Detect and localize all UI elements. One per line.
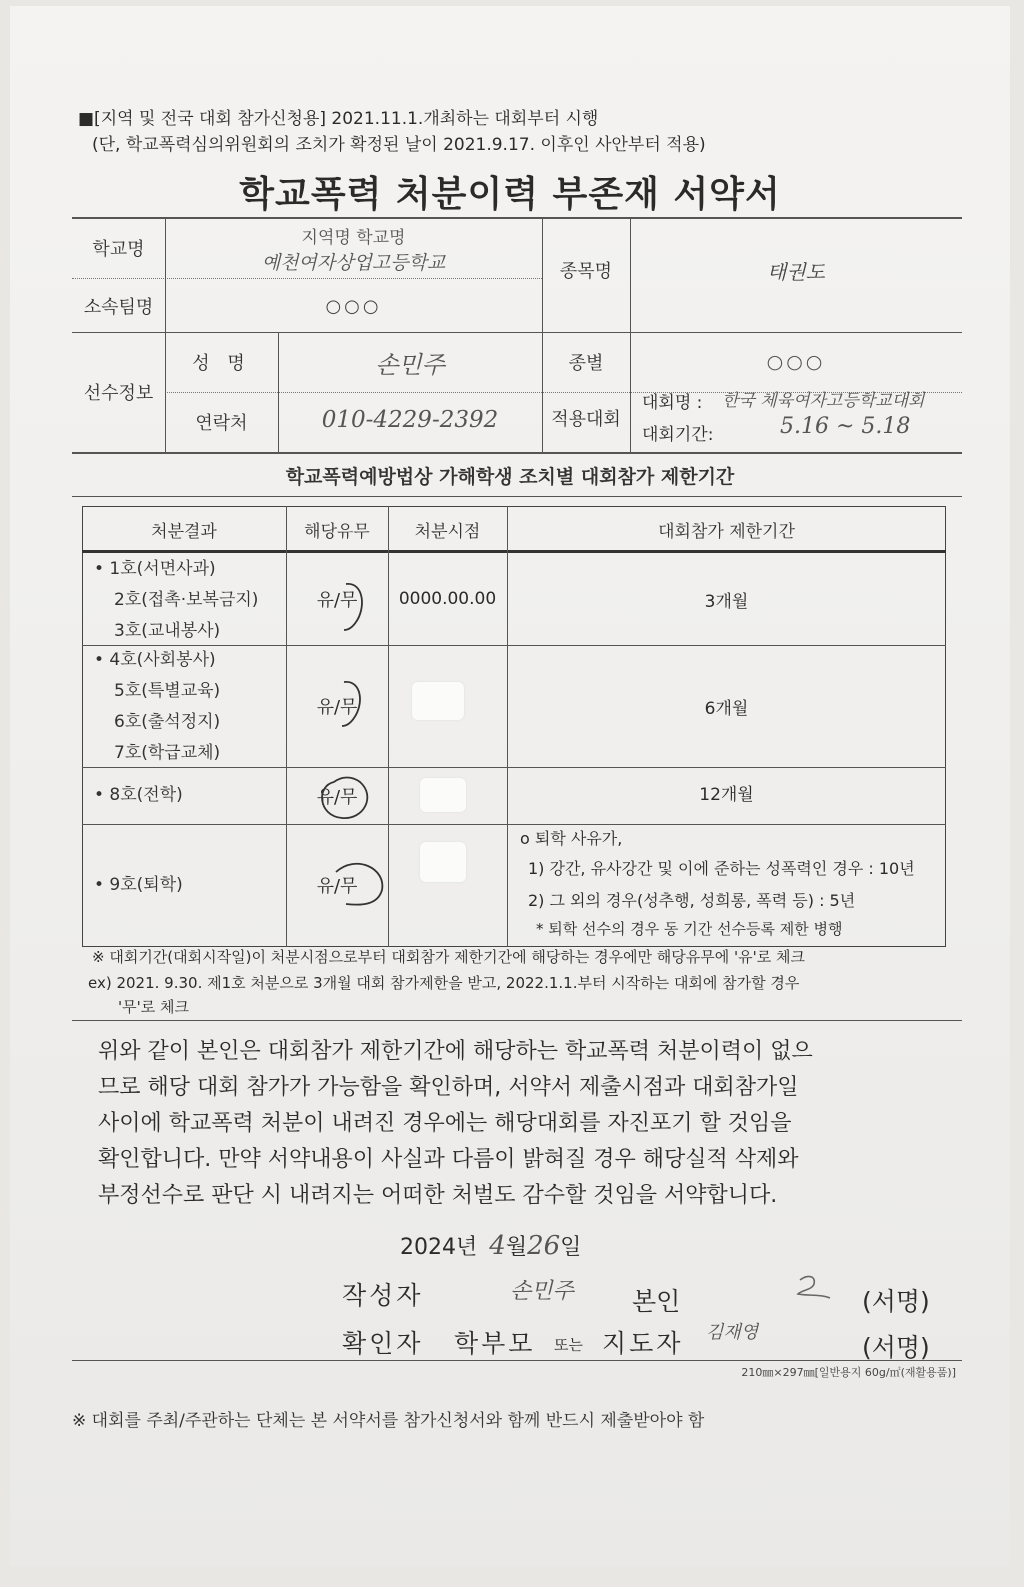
row4-limit-line-3: 2) 그 외의 경우(성추행, 성희롱, 폭력 등) : 5년 — [528, 891, 856, 910]
info-table-row-divider — [72, 332, 962, 333]
pledge-line-4: 확인합니다. 만약 서약내용이 사실과 다름이 밝혀질 경우 해당실적 삭제와 — [98, 1147, 799, 1172]
writer-label: 작성자 — [342, 1281, 424, 1310]
sign-label-1: (서명) — [862, 1287, 930, 1316]
contact-value: 010-4229-2392 — [321, 407, 499, 433]
row2-item-4: 7호(학급교체) — [114, 743, 221, 763]
circle-mark-row4 — [336, 864, 382, 905]
pledge-line-1: 위와 같이 본인은 대회참가 제한기간에 해당하는 학교폭력 처분이력이 없으 — [98, 1039, 813, 1064]
row3-yn: 유/무 — [316, 786, 358, 808]
row1-yn: 유/무 — [316, 590, 358, 611]
footnote-line-1: ※ 대회기간(대회시작일)이 처분시점으로부터 대회참가 제한기간에 해당하는 경우에만 해당유무에 '유'로 체크 — [92, 948, 805, 966]
comp-period-value: 5.16 ~ 5.18 — [780, 414, 911, 439]
gender-value: ○○○ — [766, 351, 826, 373]
player-info-label: 선수정보 — [83, 383, 154, 404]
row1-item-3: 3호(교내봉사) — [114, 621, 221, 641]
circle-mark-row3 — [322, 778, 367, 819]
writer-signature: 손민주 — [510, 1279, 574, 1304]
date-year-unit: 년 — [456, 1235, 478, 1260]
team-label: 소속팀명 — [83, 297, 154, 318]
header-limit: 대회참가 제한기간 — [658, 521, 795, 542]
restriction-title-underline — [72, 496, 962, 497]
correction-sticker-2 — [420, 778, 466, 812]
comp-name-label: 대회명 : — [642, 393, 703, 413]
school-value: 예천여자상업고등학교 — [261, 251, 446, 274]
circle-mark-row2 — [342, 682, 360, 726]
header-result: 처분결과 — [151, 521, 217, 542]
row2-limit: 6개월 — [704, 698, 749, 719]
row1-item-2: 2호(접촉·보복금지) — [114, 590, 259, 610]
contact-label: 연락처 — [195, 413, 248, 434]
date-month-unit: 월 — [505, 1235, 528, 1260]
coach-label: 지도자 — [602, 1329, 684, 1358]
paper-spec: 210㎜×297㎜[일반용지 60g/㎡(재활용품)] — [741, 1366, 956, 1379]
row1-item-1: • 1호(서면사과) — [94, 559, 216, 579]
restriction-title: 학교폭력예방법상 가해학생 조치별 대회참가 제한기간 — [285, 466, 735, 488]
row2-yn: 유/무 — [316, 697, 358, 718]
name-value: 손민주 — [375, 350, 445, 379]
row2-item-3: 6호(출석정지) — [114, 712, 221, 732]
school-label: 학교명 — [92, 239, 145, 260]
info-table-bottom-border — [72, 452, 962, 454]
or-label: 또는 — [554, 1336, 583, 1354]
sign-label-2: (서명) — [862, 1333, 930, 1362]
header-date: 처분시점 — [414, 521, 481, 542]
footnote-line-2: ex) 2021. 9.30. 제1호 처분으로 3개월 대회 참가제한을 받고, 2022.1.1.부터 시작하는 대회에 참가할 경우 — [88, 974, 800, 992]
row-divider-3 — [82, 824, 946, 825]
pledge-line-3: 사이에 학교폭력 처분이 내려진 경우에는 해당대회를 자진포기 할 것임을 — [98, 1111, 792, 1136]
school-divider — [72, 278, 542, 279]
team-value: ○○○ — [325, 295, 382, 317]
event-label: 종목명 — [559, 261, 613, 282]
row4-yn: 유/무 — [316, 876, 358, 897]
notice-line-1: ■[지역 및 전국 대회 참가신청용] 2021.11.1.개최하는 대회부터 시행 — [78, 109, 599, 129]
school-hint: 지역명 학교명 — [301, 227, 406, 248]
date-day-unit: 일 — [560, 1235, 582, 1260]
comp-name-value: 한국 체육여자고등학교대회 — [722, 391, 925, 411]
signature-divider — [72, 1360, 962, 1361]
confirmer-label: 확인자 — [342, 1329, 424, 1358]
row1-limit: 3개월 — [704, 591, 749, 612]
pledge-line-2: 므로 해당 대회 참가가 가능함을 확인하며, 서약서 제출시점과 대회참가일 — [98, 1075, 799, 1100]
name-label: 성 명 — [192, 353, 251, 374]
date-year: 2024 — [400, 1235, 456, 1260]
pledge-document — [10, 6, 1010, 1566]
circle-mark-row1 — [344, 584, 362, 630]
date-day: 26 — [527, 1231, 561, 1261]
row4-limit-line-1: o 퇴학 사유가, — [520, 829, 623, 848]
correction-sticker-1 — [412, 682, 464, 720]
comp-period-label: 대회기간: — [642, 425, 714, 445]
restriction-table-header-line — [82, 550, 946, 553]
coach-signature: 김재영 — [706, 1322, 759, 1343]
parent-label: 학부모 — [454, 1329, 536, 1358]
document-title: 학교폭력 처분이력 부존재 서약서 — [239, 174, 781, 215]
info-table-top-border — [72, 217, 962, 219]
row2-item-2: 5호(특별교육) — [114, 681, 221, 701]
pledge-line-5: 부정선수로 판단 시 내려지는 어떠한 처벌도 감수할 것임을 서약합니다. — [98, 1183, 778, 1208]
checkmarks-overlay — [286, 554, 388, 946]
sign-date — [400, 1230, 581, 1261]
date-month: 4 — [489, 1231, 506, 1261]
row3-limit: 12개월 — [699, 784, 754, 805]
row4-limit-line-2: 1) 강간, 유사강간 및 이에 준하는 성폭력인 경우 : 10년 — [528, 859, 915, 878]
event-value: 태권도 — [767, 259, 825, 284]
bottom-note: ※ 대회를 주최/주관하는 단체는 본 서약서를 참가신청서와 함께 반드시 제출받아야 함 — [72, 1411, 705, 1431]
row4-limit-line-4: * 퇴학 선수의 경우 동 기간 선수등록 제한 병행 — [536, 920, 843, 938]
notice-line-2: (단, 학교폭력심의위원회의 조치가 확정된 날이 2021.9.17. 이후인 사안부터 적용) — [92, 135, 706, 155]
row1-date: 0000.00.00 — [398, 589, 497, 609]
row2-item-1: • 4호(사회봉사) — [94, 650, 216, 670]
row4-item-1: • 9호(퇴학) — [94, 875, 183, 895]
header-applicable: 해당유무 — [304, 521, 370, 542]
applied-competition-label: 적용대회 — [551, 409, 621, 430]
footnote-line-3: '무'로 체크 — [118, 998, 189, 1016]
correction-sticker-3 — [420, 842, 466, 882]
gender-label: 종별 — [568, 353, 604, 374]
footnote-divider — [72, 1020, 962, 1021]
row3-item-1: • 8호(전학) — [94, 785, 183, 805]
self-label: 본인 — [632, 1287, 681, 1316]
self-signature-mark — [790, 1272, 838, 1308]
